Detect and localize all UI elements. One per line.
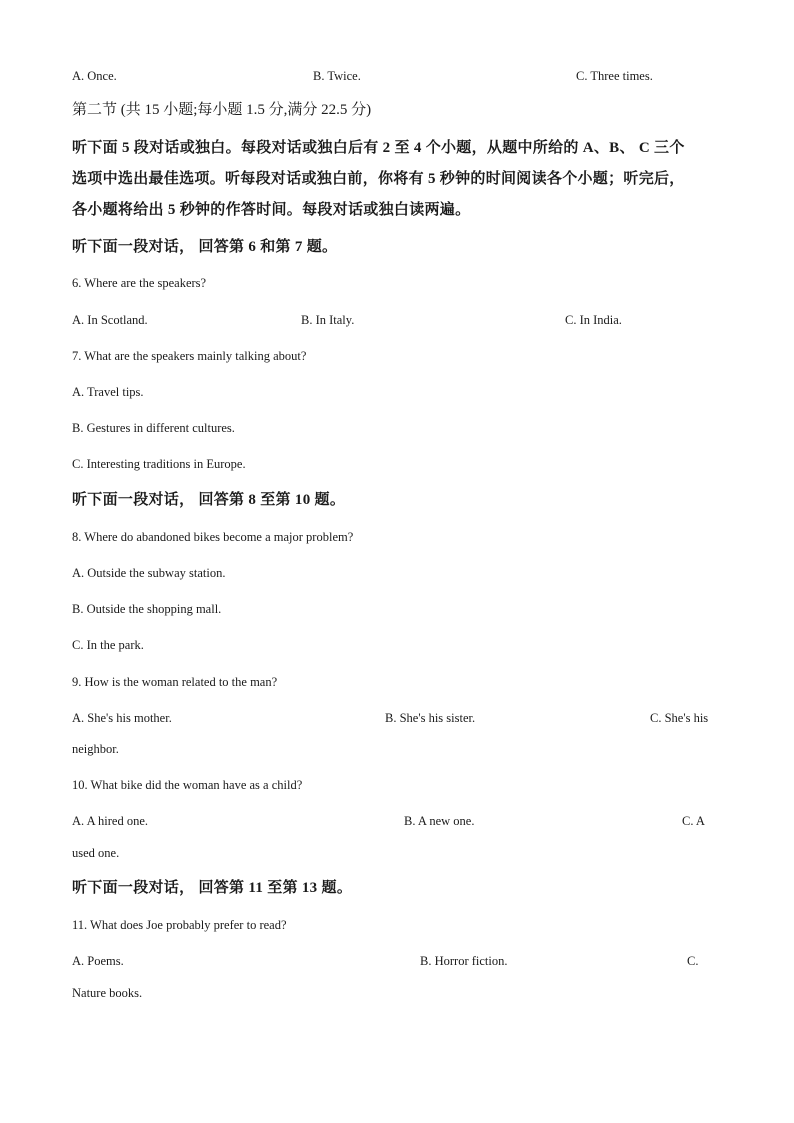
q10-option-c-wrap: used one. <box>72 846 120 860</box>
q5-option-b: B. Twice. <box>313 69 361 83</box>
question-stem: 11. What does Joe probably prefer to read? <box>72 918 287 932</box>
instruction-line: 选项中选出最佳选项。听每段对话或独白前，你将有 5 秒钟的时间阅读各个小题；听完后， <box>72 171 685 187</box>
q8-option-a: A. Outside the subway station. <box>72 566 226 580</box>
q7-option-b: B. Gestures in different cultures. <box>72 421 235 435</box>
q9-option-b: B. She's his sister. <box>385 711 476 725</box>
q6-option-a: A. In Scotland. <box>72 313 148 327</box>
q9-option-c: C. She's his <box>650 711 709 725</box>
q10-option-a: A. A hired one. <box>72 814 149 828</box>
question-stem: 6. Where are the speakers? <box>72 276 207 290</box>
q5-option-c: C. Three times. <box>576 69 653 83</box>
question-stem: 10. What bike did the woman have as a child? <box>72 778 303 792</box>
question-stem: 7. What are the speakers mainly talking about? <box>72 349 307 363</box>
q7-option-c: C. Interesting traditions in Europe. <box>72 457 246 471</box>
q11-option-c: C. <box>687 954 699 968</box>
section-instructions <box>72 133 722 226</box>
q10-option-c: C. A <box>682 814 705 828</box>
q7-option-a: A. Travel tips. <box>72 385 144 399</box>
q9-option-a: A. She's his mother. <box>72 711 172 725</box>
q5-option-a: A. Once. <box>72 69 117 83</box>
group-heading: 听下面一段对话， 回答第 6 和第 7 题。 <box>72 239 338 255</box>
q10-option-b: B. A new one. <box>404 814 475 828</box>
q9-option-c-wrap: neighbor. <box>72 742 119 756</box>
section-title: 第二节 (共 15 小题;每小题 1.5 分,满分 22.5 分) <box>72 102 372 118</box>
q6-option-c: C. In India. <box>565 313 622 327</box>
group-heading: 听下面一段对话， 回答第 11 至第 13 题。 <box>72 880 353 896</box>
question-stem: 8. Where do abandoned bikes become a major problem? <box>72 530 354 544</box>
question-stem: 9. How is the woman related to the man? <box>72 675 278 689</box>
q11-option-c-wrap: Nature books. <box>72 986 143 1000</box>
q11-option-b: B. Horror fiction. <box>420 954 508 968</box>
group-heading: 听下面一段对话， 回答第 8 至第 10 题。 <box>72 492 346 508</box>
instruction-line: 听下面 5 段对话或独白。每段对话或独白后有 2 至 4 个小题，从题中所给的 A、B、 C 三个 <box>72 140 685 156</box>
q8-option-b: B. Outside the shopping mall. <box>72 602 222 616</box>
instruction-line: 各小题将给出 5 秒钟的作答时间。每段对话或独白读两遍。 <box>72 202 471 218</box>
q11-option-a: A. Poems. <box>72 954 124 968</box>
q6-option-b: B. In Italy. <box>301 313 355 327</box>
q8-option-c: C. In the park. <box>72 638 144 652</box>
